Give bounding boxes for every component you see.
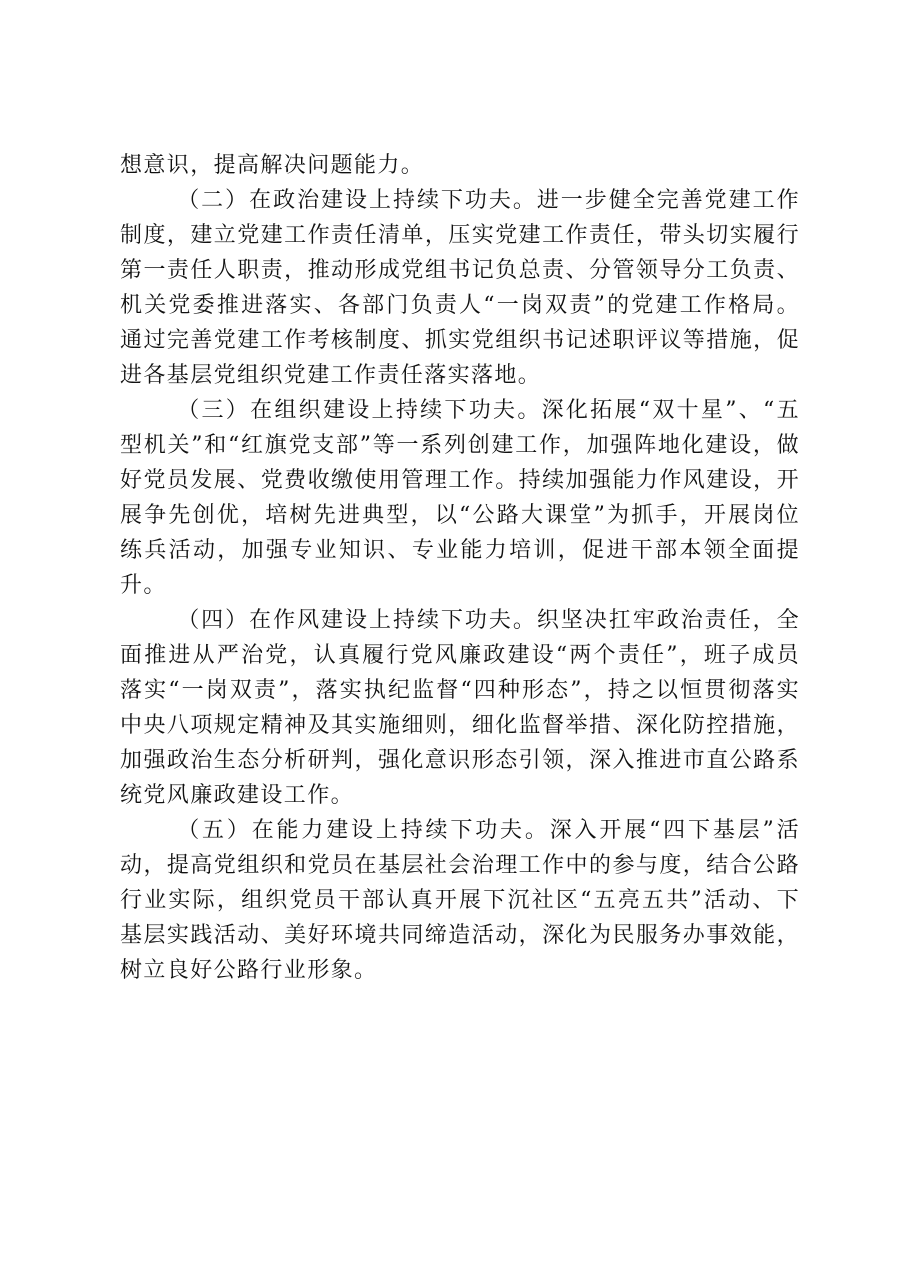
paragraph-continuation: 想意识，提高解决问题能力。 [120,153,425,178]
paragraph-capacity-construction: （五）在能力建设上持续下功夫。深入开展“四下基层”活动，提高党组织和党员在基层社会治理工作中的参与度，结合公路行业实际，组织党员干部认真开展下沉社区“五亮五共”活动、下基层实践活动、美好环境共同缔造活动，深化为民服务办事效能，树立良好公路行业形象。 [120,818,800,983]
paragraph-organizational-construction: （三）在组织建设上持续下功夫。深化拓展“双十星”、“五型机关”和“红旗党支部”等一系列创建工作，加强阵地化建设，做好党员发展、党费收缴使用管理工作。持续加强能力作风建设，开展争先创优，培树先进典型，以“公路大课堂”为抓手，开展岗位练兵活动，加强专业知识、专业能力培训，促进干部本领全面提升。 [120,398,800,598]
paragraph-work-style-construction: （四）在作风建设上持续下功夫。织坚决扛牢政治责任，全面推进从严治党，认真履行党风廉政建设“两个责任”，班子成员落实“一岗双责”，落实执纪监督“四种形态”，持之以恒贯彻落实中央八项规定精神及其实施细则，细化监督举措、深化防控措施，加强政治生态分析研判，强化意识形态引领，深入推进市直公路系统党风廉政建设工作。 [120,608,800,808]
paragraph-political-construction: （二）在政治建设上持续下功夫。进一步健全完善党建工作制度，建立党建工作责任清单，压实党建工作责任，带头切实履行第一责任人职责，推动形成党组书记负总责、分管领导分工负责、机关党委推进落实、各部门负责人“一岗双责”的党建工作格局。通过完善党建工作考核制度、抓实党组织书记述职评议等措施，促进各基层党组织党建工作责任落实落地。 [120,188,800,388]
document-body [120,148,800,988]
